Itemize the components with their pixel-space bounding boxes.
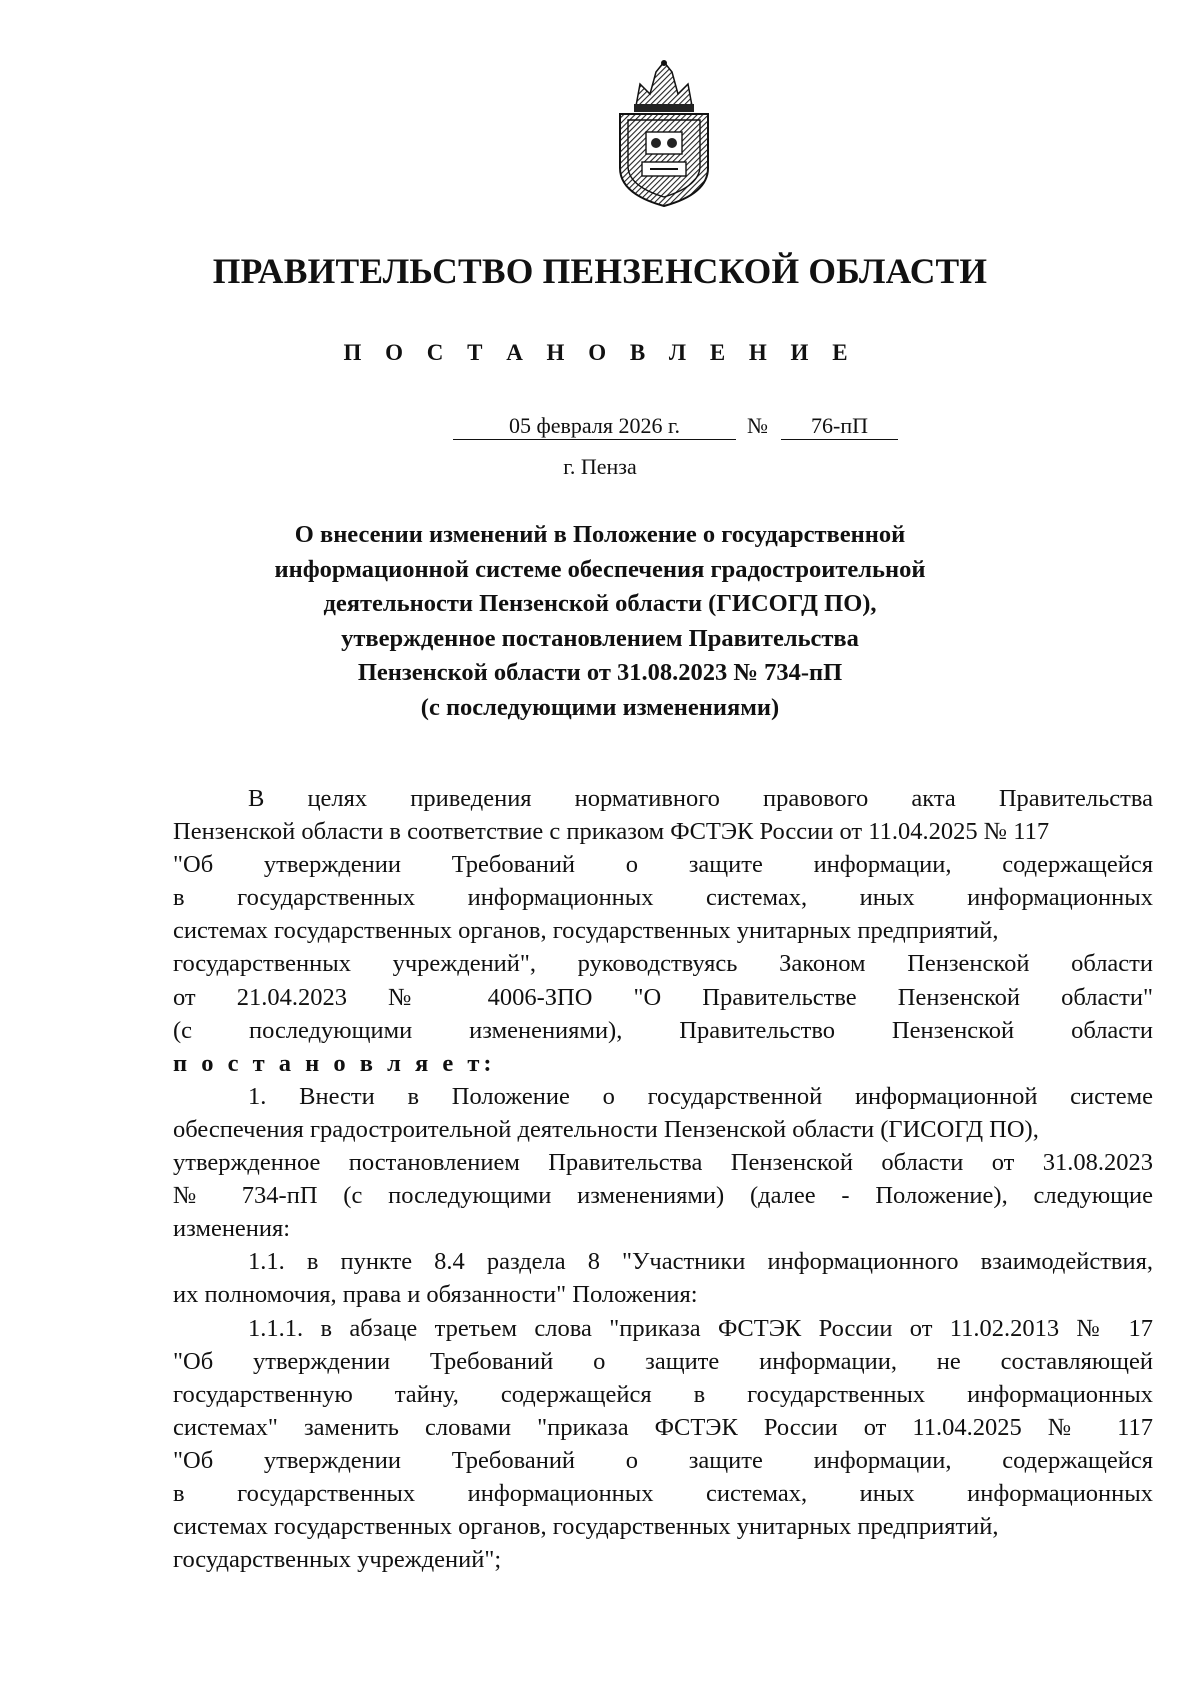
body-line: в государственных информационных системах, иных информационных <box>173 884 1153 912</box>
subject-line: Пензенской области от 31.08.2023 № 734-пП <box>357 659 843 686</box>
resolves-word: п о с т а н о в л я е т: <box>173 1049 496 1077</box>
document-date: 05 февраля 2026 г. <box>453 413 736 440</box>
body-line: 1.1. в пункте 8.4 раздела 8 "Участники информационного взаимодействия, <box>248 1248 1153 1276</box>
body-line: государственных учреждений", руководствуясь Законом Пензенской области <box>173 950 1153 978</box>
body-line: утвержденное постановлением Правительства Пензенской области от 31.08.2023 <box>173 1149 1153 1177</box>
body-line: в государственных информационных системах, иных информационных <box>173 1479 1153 1507</box>
body-line: В целях приведения нормативного правового акта Правительства <box>248 785 1153 812</box>
body-line: системах государственных органов, государственных унитарных предприятий, <box>173 1513 999 1541</box>
body-line: государственных учреждений"; <box>173 1546 502 1574</box>
body-line: "Об утверждении Требований о защите информации, содержащейся <box>173 851 1153 879</box>
body-line: 1.1.1. в абзаце третьем слова "приказа ФСТЭК России от 11.02.2013 № 17 <box>248 1314 1153 1342</box>
body-line: "Об утверждении Требований о защите информации, не составляющей <box>173 1347 1153 1375</box>
body-line: обеспечения градостроительной деятельности Пензенской области (ГИСОГД ПО), <box>173 1115 1039 1143</box>
body-line: "Об утверждении Требований о защите информации, содержащейся <box>173 1446 1153 1474</box>
subject-line: утвержденное постановлением Правительства <box>341 624 859 652</box>
government-title: ПРАВИТЕЛЬСТВО ПЕНЗЕНСКОЙ ОБЛАСТИ <box>212 251 988 291</box>
document-body <box>173 782 1153 1576</box>
body-line: системах" заменить словами "приказа ФСТЭК России от 11.04.2025 № 117 <box>173 1413 1153 1441</box>
document-city: г. Пенза <box>563 454 637 479</box>
body-line: системах государственных органов, государственных унитарных предприятий, <box>173 917 999 945</box>
body-line: Пензенской области в соответствие с приказом ФСТЭК России от 11.04.2025 № 117 <box>173 818 1050 846</box>
body-line: (с последующими изменениями), Правительство Пензенской области <box>173 1016 1153 1044</box>
body-line: государственную тайну, содержащейся в государственных информационных <box>173 1380 1153 1408</box>
document-type: П О С Т А Н О В Л Е Н И Е <box>343 340 857 365</box>
number-sign: № <box>747 413 768 438</box>
document-subject <box>200 518 1000 725</box>
subject-line: деятельности Пензенской области (ГИСОГД ПО), <box>323 590 877 617</box>
body-line: 1. Внести в Положение о государственной информационной системе <box>248 1082 1153 1110</box>
subject-line: информационной системе обеспечения градостроительной <box>274 555 926 583</box>
body-line: № 734-пП (с последующими изменениями) (далее - Положение), следующие <box>173 1182 1153 1210</box>
body-line: их полномочия, права и обязанности" Положения: <box>173 1281 698 1309</box>
document-number: 76-пП <box>781 413 898 440</box>
subject-line: (с последующими изменениями) <box>420 693 780 721</box>
body-line: от 21.04.2023 № 4006-ЗПО "О Правительстве Пензенской области" <box>173 983 1153 1011</box>
body-line: изменения: <box>173 1215 291 1243</box>
coat-of-arms-emblem-icon <box>606 58 722 208</box>
subject-line: О внесении изменений в Положение о государственной <box>294 521 906 548</box>
